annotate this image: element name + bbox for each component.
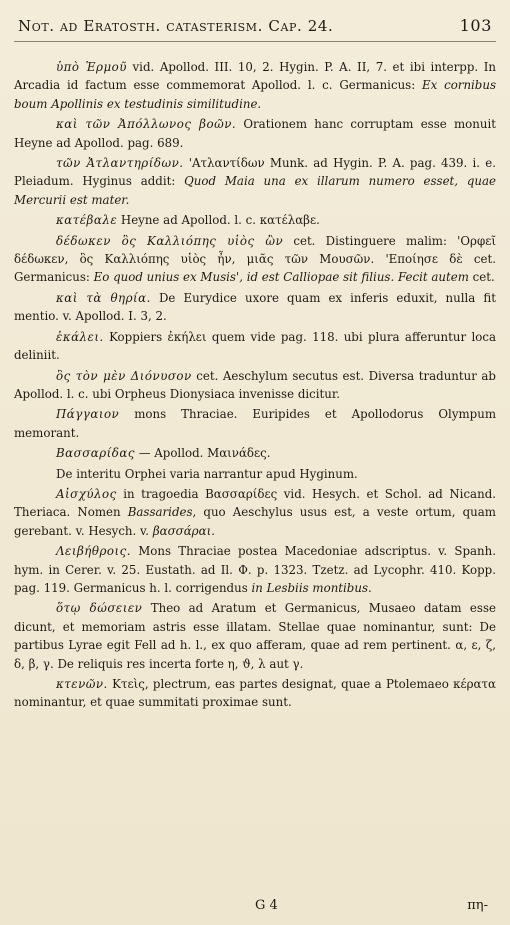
greek-lemma: καὶ τῶν Ἀπόλλωνος βοῶν.: [56, 117, 237, 132]
paragraph-text: mons Thraciae. Euripides et Apollodorus Olympum memorant.: [14, 407, 496, 440]
commentary-paragraph: [14, 367, 496, 404]
greek-lemma: Λειβήθροις.: [56, 544, 131, 559]
paragraph-text: vid. Apollod. III. 10, 2. Hygin. P. A. II, 7. et ibi interpp. In Arcadia id factum esse commemorat Apollod. l. c. Germanicus:: [14, 60, 496, 93]
italic-quote: Eo quod unius ex Musis', id est Calliopae sit filius. Fecit autem: [93, 270, 469, 285]
commentary-paragraph: [14, 485, 496, 540]
commentary-paragraph: [14, 211, 496, 229]
running-header: [14, 10, 496, 42]
paragraph-text: 'Ατλαντίδων Munk. ad Hygin. P. A. pag. 439. i. e. Pleiadum. Hyginus addit:: [14, 156, 496, 189]
commentary-paragraph: [14, 599, 496, 673]
paragraph-text: De Eurydice uxore quam ex inferis eduxit, nulla fit mentio. v. Apollod. I. 3, 2.: [14, 290, 496, 324]
running-title: Not. ad Eratosth. catasterism. Cap. 24.: [18, 17, 334, 35]
greek-lemma: ὃς τὸν μὲν Διόνυσον: [56, 368, 192, 383]
paragraph-text: , quo Aeschylus usus est, a veste ortum, quam gerebant. v. Hesych. v.: [14, 505, 496, 538]
italic-quote: βασσάραι.: [152, 523, 215, 538]
commentary-paragraph: [14, 542, 496, 597]
greek-lemma: καὶ τὰ θηρία.: [56, 290, 151, 305]
italic-quote: Ex cornibus boum Apollinis ex testudinis similitudine.: [14, 78, 497, 111]
commentary-paragraph: [14, 154, 496, 209]
commentary-paragraph: [14, 115, 496, 152]
paragraph-text: De interitu Orphei varia narrantur apud Hyginum.: [56, 466, 358, 481]
paragraph-text: Mons Thraciae postea Macedoniae adscriptus. v. Spanh. hym. in Cerer. v. 25. Eustath. ad Il. Φ. p. 1323. Tzetz. ad Lycophr. 410. Kopp. pag. 119. Germanicus h. l. corrigendus: [14, 544, 496, 595]
greek-lemma: Βασσαρίδας: [56, 446, 135, 461]
greek-lemma: Αἰσχύλος: [56, 486, 117, 501]
page-footer: [0, 898, 510, 913]
commentary-paragraph: [14, 289, 496, 326]
greek-lemma: Πάγγαιον: [56, 407, 120, 422]
paragraph-text: cet. Aeschylum secutus est. Diversa traduntur ab Apollod. l. c. ubi Orpheus Dionysiaca invenisse dicitur.: [14, 368, 496, 401]
italic-quote: Quod Maia una ex illarum numero esset, quae Mercurii est mater.: [14, 174, 497, 207]
paragraph-text: Theo ad Aratum et Germanicus, Musaeo datam esse dicunt, et memoriam astris esse illatam. Stellae quae nominantur, sunt: De partibus Lyrae egit Fell ad h. l., ex quo afferam, quae ad rem pertinent. α, ε, ζ, δ, β, γ. De reliquis res incerta forte η, ϑ, λ aut γ.: [14, 601, 496, 671]
commentary-paragraph: [14, 675, 496, 712]
paragraph-text: Orationem hanc corruptam esse monuit Heyne ad Apollod. pag. 689.: [14, 117, 496, 150]
italic-quote: in Lesbiis montibus.: [251, 580, 372, 595]
commentary-paragraph: [14, 465, 496, 483]
paragraph-text: Κτεὶς, plectrum, eas partes designat, quae a Ptolemaeo κέρατα nominantur, et quae summitati proximae sunt.: [14, 677, 496, 710]
greek-lemma: ἐκάλει.: [56, 329, 104, 344]
commentary-paragraph: [14, 405, 496, 442]
commentary-paragraph: [14, 328, 496, 365]
paragraph-text: — Apollod. Μαινάδες.: [134, 446, 271, 461]
commentary-paragraph: [14, 58, 496, 113]
greek-lemma: ὅτῳ δώσειεν: [56, 601, 143, 616]
catchword: πη-: [467, 898, 488, 913]
greek-lemma: κατέβαλε: [56, 213, 118, 228]
paragraph-text: cet. Distinguere malim: 'Ορφεῖ δέδωκεν, ὃς Καλλιόπης υἱὸς ἦν, μιᾶς τῶν Μουσῶν. 'Εποίησε δὲ cet. Germanicus:: [14, 233, 496, 285]
paragraph-text: in tragoedia Βασσαρίδες vid. Hesych. et Schol. ad Nicand. Theriaca. Nomen: [14, 486, 496, 520]
signature-mark: G 4: [255, 898, 278, 913]
italic-quote: Bassarides: [127, 505, 193, 520]
commentary-paragraph: [14, 232, 496, 287]
page-number: 103: [459, 16, 492, 35]
paragraph-text: Koppiers ἐκήλει quem vide pag. 118. ubi plura afferuntur loca deliniit.: [14, 329, 496, 363]
greek-lemma: κτενῶν.: [56, 677, 108, 691]
greek-lemma: τῶν Ἀτλαντηρίδων.: [56, 156, 184, 171]
paragraph-text: Heyne ad Apollod. l. c. κατέλαβε.: [117, 213, 320, 228]
greek-lemma: δέδωκεν ὃς Καλλιόπης υἱὸς ὢν: [56, 233, 284, 248]
paragraph-text: cet.: [468, 270, 495, 285]
page-body: [14, 58, 496, 712]
commentary-paragraph: [14, 444, 496, 462]
greek-lemma: ὑπὸ Ἑρμοῦ: [56, 60, 127, 74]
